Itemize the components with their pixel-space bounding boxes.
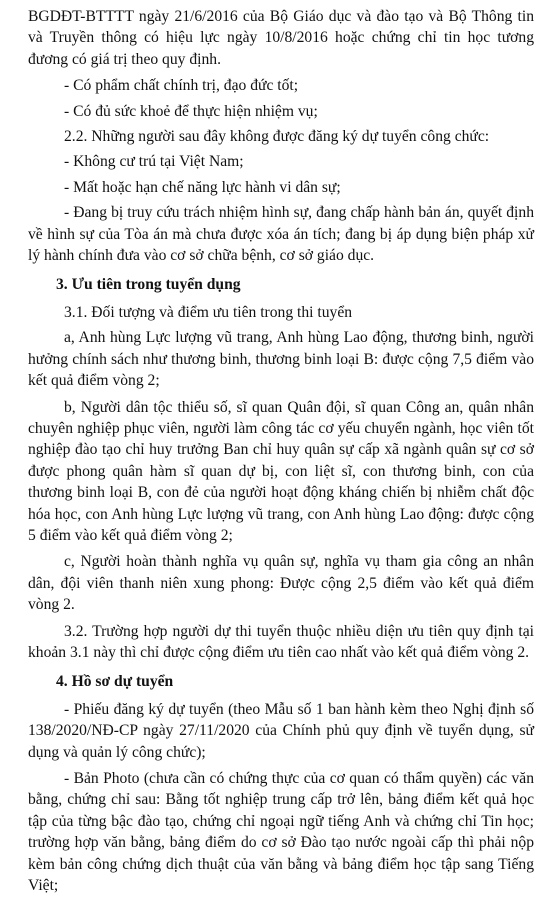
paragraph-priority-a: a, Anh hùng Lực lượng vũ trang, Anh hùng Lao động, thương binh, người hưởng chính sách như thương binh, thương binh loại B: được cộng 7,5 điểm vào kết quả điểm vòng 2; [28,329,534,390]
paragraph-priority-c: c, Người hoàn thành nghĩa vụ quân sự, nghĩa vụ tham gia công an nhân dân, đội viên thanh niên xung phong: Được cộng 2,5 điểm vào kết quả điểm vòng 2. [28,553,534,614]
paragraph-registration-form: - Phiếu đăng ký dự tuyển (theo Mẫu số 1 ban hành kèm theo Nghị định số 138/2020/NĐ-CP ngày 27/11/2020 của Chính phủ quy định về tuyển dụng, sử dụng và quản lý công chức); [28,700,534,761]
paragraph-not-resident: - Không cư trú tại Việt Nam; [64,153,244,171]
paragraph-it-certificate: BGDĐT-BTTTT ngày 21/6/2016 của Bộ Giáo dục và đào tạo và Bộ Thông tin và Truyền thông có hiệu lực ngày 10/8/2016 hoặc chứng chỉ tin học tương đương có giá trị theo quy định. [28,8,534,68]
paragraph-civil-capacity: - Mất hoặc hạn chế năng lực hành vi dân sự; [64,178,341,196]
paragraph-section-3-2: 3.2. Trường hợp người dự thi tuyển thuộc nhiều diện ưu tiên quy định tại khoản 3.1 này thì chỉ được cộng điểm ưu tiên cao nhất vào kết quả điểm vòng 2. [28,622,534,661]
section-heading-dossier: 4. Hồ sơ dự tuyển [56,673,174,691]
paragraph-political-quality: - Có phẩm chất chính trị, đạo đức tốt; [64,77,299,95]
document-page [28,6,534,901]
paragraph-section-2-2: 2.2. Những người sau đây không được đăng ký dự tuyển công chức: [64,128,490,146]
paragraph-criminal-liability: - Đang bị truy cứu trách nhiệm hình sự, đang chấp hành bản án, quyết định về hình sự của Tòa án mà chưa được xóa án tích; đang bị áp dụng biện pháp xử lý hành chính đưa vào cơ sở chữa bệnh, cơ sở giáo dục. [28,204,534,265]
paragraph-photo-copies: - Bản Photo (chưa cần có chứng thực của cơ quan có thẩm quyền) các văn bằng, chứng chỉ sau: Bằng tốt nghiệp trung cấp trở lên, bảng điểm kết quả học tập của từng bậc đào tạo, chứng chỉ ngoại ngữ tiếng Anh và chứng chỉ Tin học; trường hợp văn bằng, bảng điểm do cơ sở Đào tạo nước ngoài cấp thì phải nộp kèm bản công chứng dịch thuật của văn bằng và bảng điểm học tập sang Tiếng Việt; [28,770,534,895]
paragraph-health: - Có đủ sức khoẻ để thực hiện nhiệm vụ; [64,102,318,120]
paragraph-section-3-1: 3.1. Đối tượng và điểm ưu tiên trong thi tuyển [64,303,353,321]
section-heading-priority: 3. Ưu tiên trong tuyển dụng [56,276,241,294]
paragraph-priority-b: b, Người dân tộc thiểu số, sĩ quan Quân đội, sĩ quan Công an, quân nhân chuyên nghiệp phục viên, người làm công tác cơ yếu chuyển ngành, học viên tốt nghiệp đào tạo chỉ huy trưởng Ban chỉ huy quân sự cấp xã ngành quân sự cơ sở được phong quân hàm sĩ quan dự bị, con liệt sĩ, con thương binh, con của thương binh loại B, con đẻ của người hoạt động kháng chiến bị nhiễm chất độc hóa học, con Anh hùng Lực lượng vũ trang, con Anh hùng Lao động: được cộng 5 điểm vào kết quả điểm vòng 2; [28,398,534,544]
